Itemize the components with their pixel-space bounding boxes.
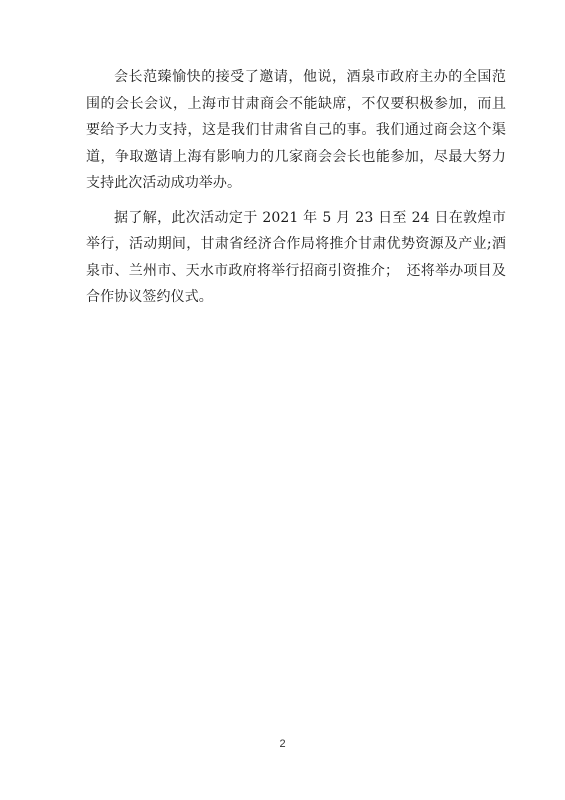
page-number: 2	[279, 738, 286, 750]
body-text	[86, 64, 506, 311]
paragraph-invitation: 会长范臻愉快的接受了邀请，他说，酒泉市政府主办的全国范围的会长会议，上海市甘肃商会不能缺席，不仅要积极参加，而且要给予大力支持，这是我们甘肃省自己的事。我们通过商会这个渠道，争取邀请上海有影响力的几家商会会长也能参加，尽最大努力支持此次活动成功举办。	[86, 69, 506, 191]
paragraph-event-details: 据了解，此次活动定于 2021 年 5 月 23 日至 24 日在敦煌市举行，活动期间，甘肃省经济合作局将推介甘肃优势资源及产业;酒泉市、兰州市、天水市政府将举行招商引资推介； 还将举办项目及合作协议签约仪式。	[86, 209, 506, 305]
